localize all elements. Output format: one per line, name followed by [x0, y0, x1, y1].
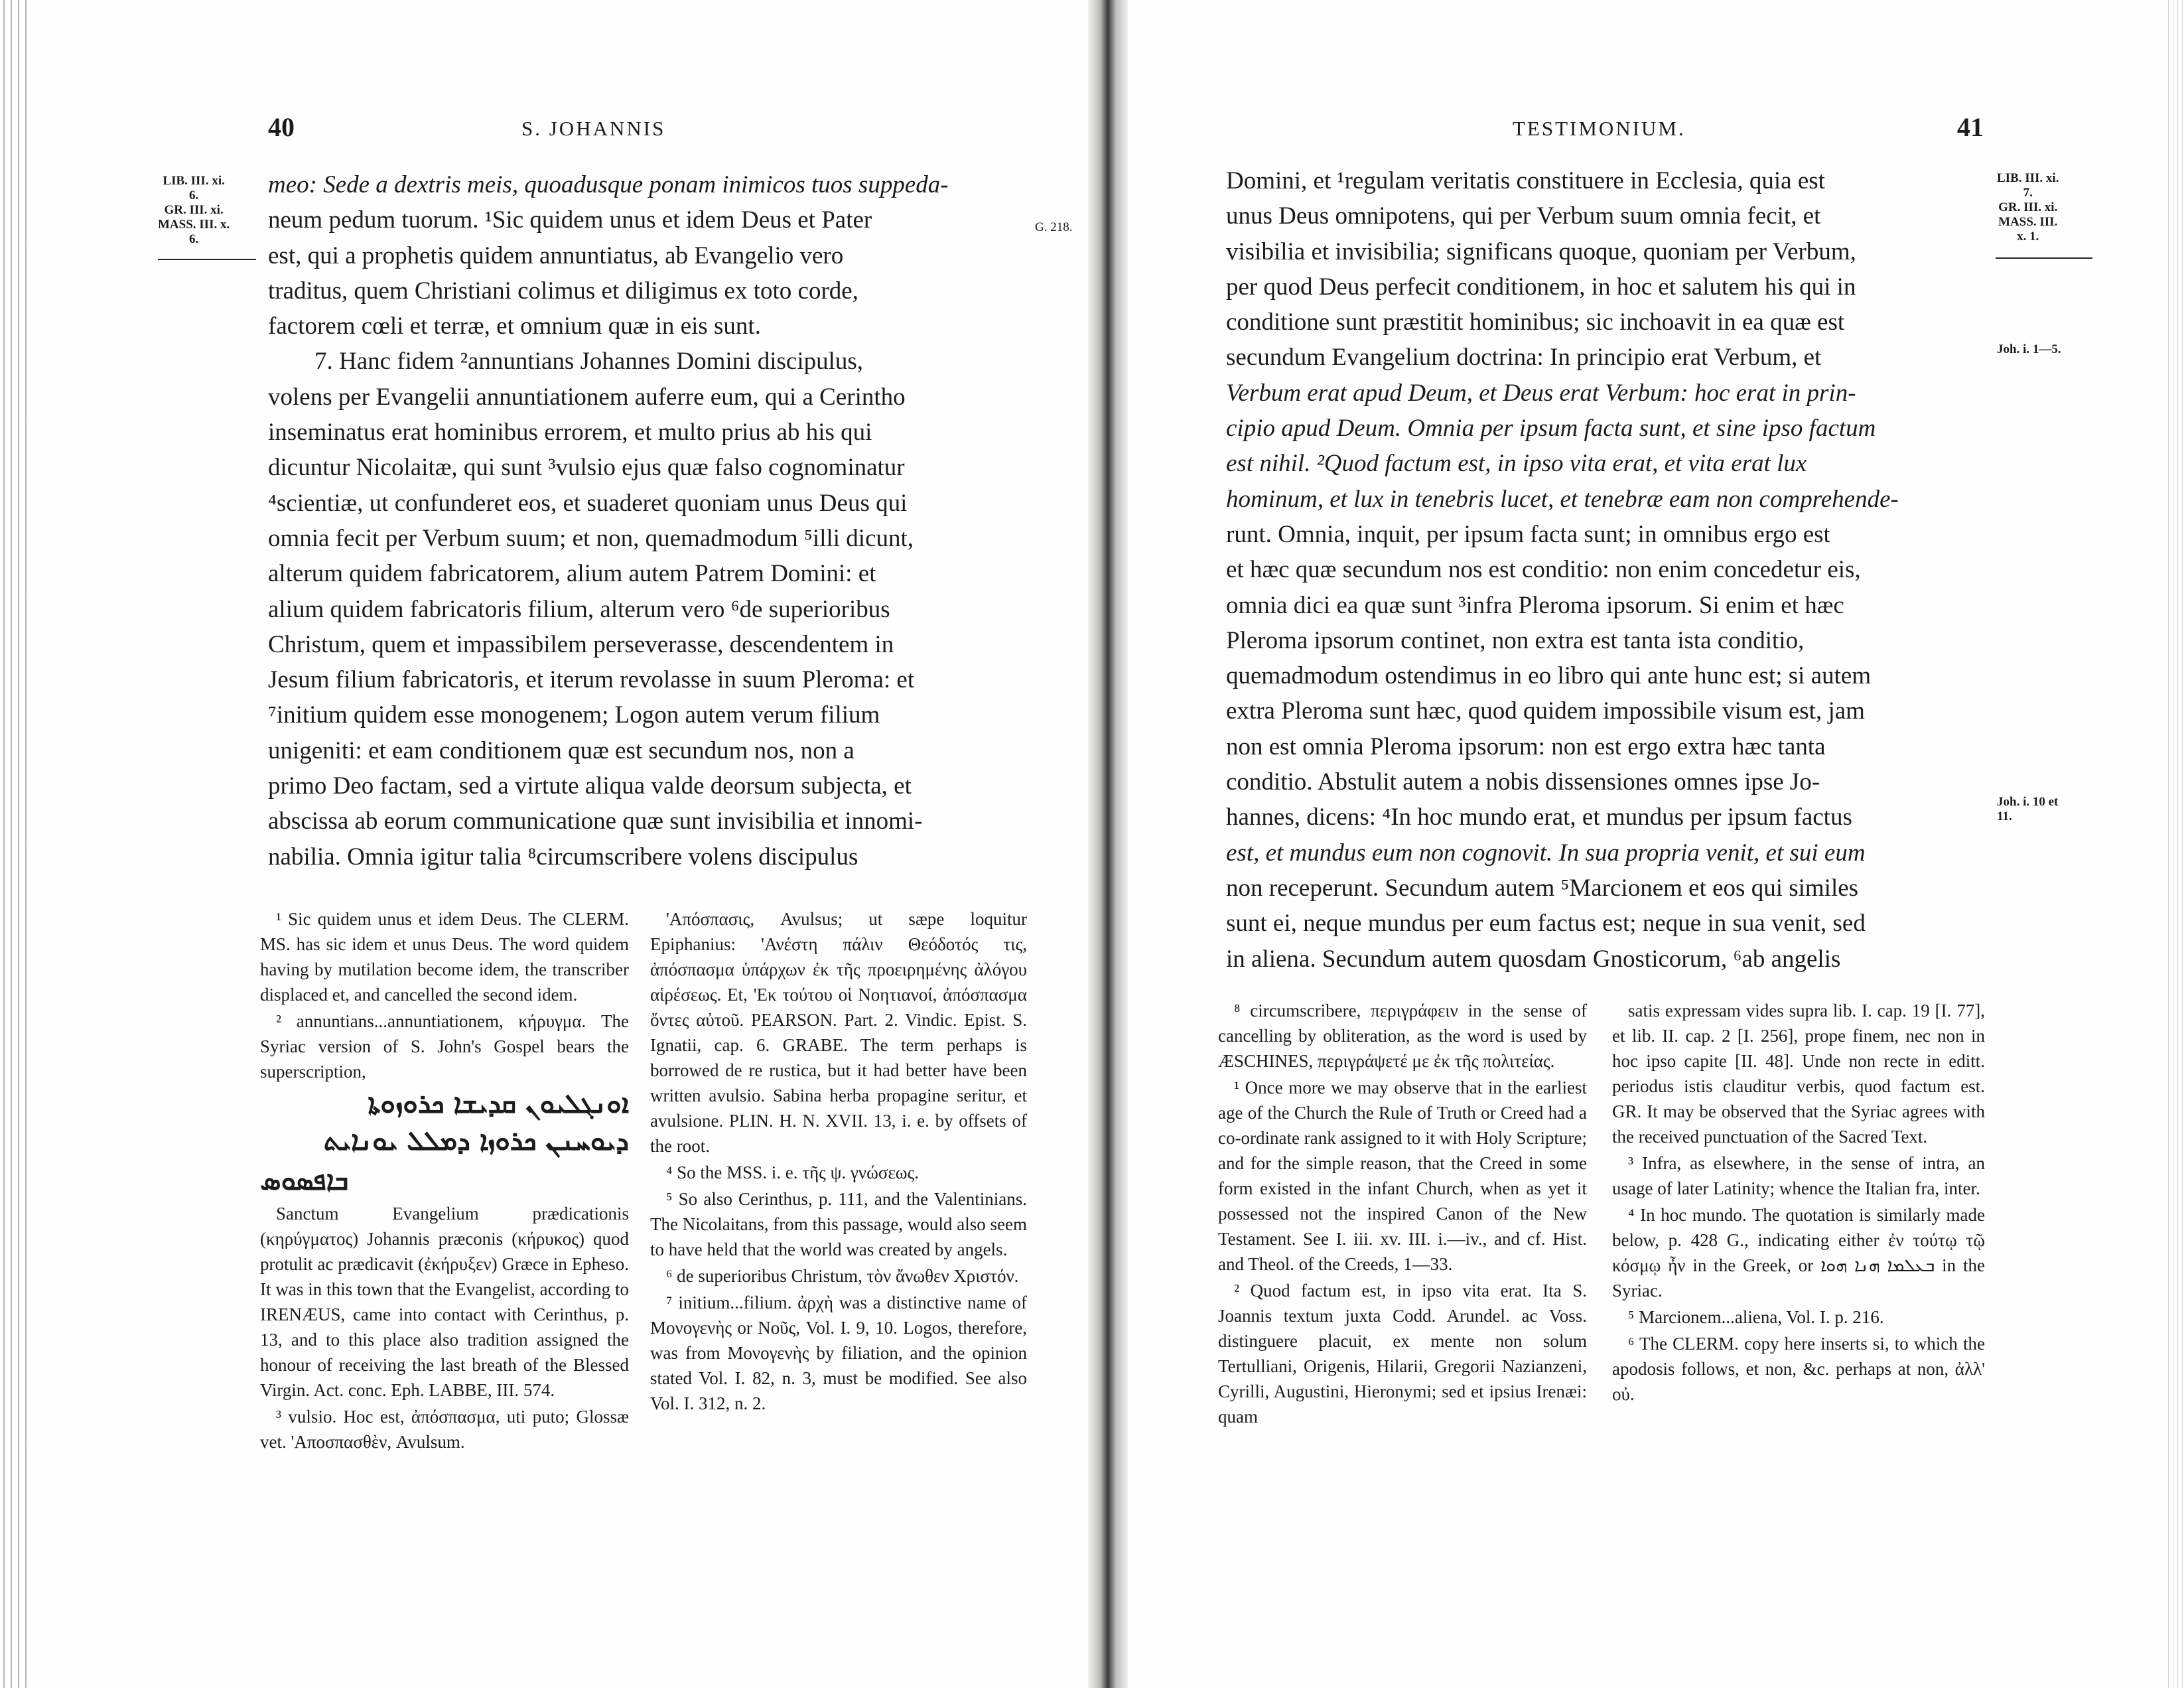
- margin-reference: LIB. III. xi. 7. GR. III. xi. MASS. III. x. 1.: [1997, 171, 2059, 244]
- footnote: ³ vulsio. Hoc est, ἀπόσπασμα, uti puto; Glossæ vet. 'Αποσπασθὲν, Avulsum.: [260, 1407, 629, 1452]
- text-line: alium quidem fabricatoris filium, alterum vero ⁶de superioribus: [268, 595, 890, 623]
- footnote: ⁶ The CLERM. copy here inserts si, to which the apodosis follows, et non, &c. perhaps at non, ἀλλ' οὐ.: [1612, 1334, 1985, 1404]
- text-line: non receperunt. Secundum autem ⁵Marcionem et eos qui similes: [1226, 874, 1859, 902]
- text-line: quemadmodum ostendimus in eo libro qui ante hunc est; si autem: [1226, 662, 1872, 690]
- text-line: secundum Evangelium doctrina: In principio erat Verbum, et: [1226, 344, 1822, 372]
- text-line: per quod Deus perfecit conditionem, in hoc et salutem his qui in: [1226, 273, 1856, 301]
- footnote: ⁴ So the MSS. i. e. τῆς ψ. γνώσεως.: [666, 1162, 920, 1182]
- text-line: inseminatus erat hominibus errorem, et multo prius ab his qui: [268, 419, 872, 447]
- text-line: neum pedum tuorum. ¹Sic quidem unus et idem Deus et Pater: [268, 206, 872, 234]
- text-line: unus Deus omnipotens, qui per Verbum suum omnia fecit, et: [1226, 202, 1821, 230]
- footnote: ¹ Once more we may observe that in the earliest age of the Church the Rule of Truth or Creed had a co-ordinate rank assigned to it with Holy Scripture; and for the simple reason, that the Creed in some form existed in the infant Church, when as yet it possessed not the inspired Canon of the New Testament. See I. iii. xv. III. i.—iv., and cf. Hist. and Theol. of the Creeds, 1—33.: [1218, 1078, 1587, 1274]
- text-line: omnia fecit per Verbum suum; et non, quemadmodum ⁵illi dicunt,: [268, 524, 914, 552]
- page-number: 41: [1957, 112, 1984, 142]
- text-line: conditione sunt præstitit hominibus; sic inchoavit in ea quæ est: [1226, 309, 1845, 336]
- book-gutter: [1088, 0, 1128, 1688]
- text-line: hominum, et lux in tenebris lucet, et tenebræ eam non comprehende-: [1226, 485, 1899, 513]
- page-edge: [2164, 0, 2184, 1688]
- text-line: est, qui a prophetis quidem annuntiatus, ab Evangelio vero: [268, 242, 844, 269]
- margin-reference: Joh. i. 10 et 11.: [1997, 795, 2059, 823]
- footnote: Sanctum Evangelium prædicationis (κηρύγματος) Johannis præconis (κήρυκος) quod protulit ac prædicavit (ἐκήρυξεν) Græce in Epheso. It was in this town that the Evangelist, according to IRENÆUS, came into contact with Cerinthus, p. 13, and to this place also tradition assigned the honour of receiving the last breath of the Blessed Virgin. Act. conc. Eph. LABBE, III. 574.: [260, 1204, 629, 1400]
- page-number: 40: [268, 112, 295, 142]
- footnote: satis expressam vides supra lib. I. cap. 19 [I. 77], et lib. II. cap. 2 [I. 256], prope finem, nec non in hoc ipso capite [II. 48]. Unde non recte in editt. periodus istis clauditur verbis, quod factum est. GR. It may be observed that the Syriac agrees with the received punctuation of the Sacred Text.: [1612, 1001, 1985, 1147]
- text-line: extra Pleroma sunt hæc, quod quidem impossibile visum est, jam: [1226, 697, 1865, 725]
- text-line: 7. Hanc fidem ²annuntians Johannes Domini discipulus,: [314, 348, 864, 376]
- footnote: ⁴ In hoc mundo. The quotation is similarly made below, p. 428 G., indicating either ἐν τούτῳ τῷ κόσμῳ ἦν in the Greek, or ܒܥܠܡܐ ܗܢܐ ܗܘܐ in the Syriac.: [1612, 1205, 1986, 1301]
- footnotes-column-1: [1218, 998, 1587, 1431]
- text-line: est, et mundus eum non cognovit. In sua propria venit, et sui eum: [1226, 839, 1866, 867]
- text-line: abscissa ab eorum communicatione quæ sunt invisibilia et innomi-: [268, 808, 923, 835]
- margin-reference-right: G. 218.: [1035, 220, 1073, 234]
- footnote: ² Quod factum est, in ipso vita erat. Ita S. Joannis textum juxta Codd. Arundel. ac Voss. distinguere placuit, ex mente non solum Tertulliani, Origenis, Hilarii, Gregorii Nazianzeni, Cyrilli, Augustini, Hieronymi; sed et ipsius Irenæi: quam: [1218, 1281, 1587, 1427]
- footnote: ¹ Sic quidem unus et idem Deus. The CLERM. MS. has sic idem et unus Deus. The word quidem having by mutilation become idem, the transcriber displaced et, and cancelled the second idem.: [260, 909, 629, 1005]
- main-text: [1226, 163, 1990, 977]
- text-line: alterum quidem fabricatorem, alium autem Patrem Domini: et: [268, 560, 876, 588]
- footnote: ⁸ circumscribere, περιγράφειν in the sense of cancelling by obliteration, as the word is used by ÆSCHINES, περιγράψετέ με ἐκ τῆς πολιτείας.: [1218, 1001, 1587, 1071]
- footnote: ³ Infra, as elsewhere, in the sense of intra, an usage of later Latinity; whence the Italian fra, inter.: [1612, 1153, 1985, 1198]
- syriac-text: ܕܝܘܚܢܢ ܟܪܘܙܐ ܕܡܠܠ ܝܘܢܐܝܬ: [323, 1126, 629, 1157]
- text-line: conditio. Abstulit autem a nobis dissensiones omnes ipse Jo-: [1226, 768, 1820, 796]
- text-line: non est omnia Pleroma ipsorum: non est ergo extra hæc tanta: [1226, 733, 1826, 760]
- text-line: nabilia. Omnia igitur talia ⁸circumscribere volens discipulus: [268, 843, 858, 871]
- text-line: factorem cœli et terræ, et omnium quæ in eis sunt.: [268, 313, 761, 340]
- text-line: primo Deo factam, sed a virtute aliqua valde deorsum subjecta, et: [268, 772, 912, 800]
- text-line: cipio apud Deum. Omnia per ipsum facta sunt, et sine ipso factum: [1226, 415, 1876, 443]
- text-line: omnia dici ea quæ sunt ³infra Pleroma ipsorum. Si enim et hæc: [1226, 591, 1844, 619]
- footnotes-column-2: [1612, 998, 1985, 1408]
- text-line: hannes, dicens: ⁴In hoc mundo erat, et mundus per ipsum factus: [1226, 804, 1852, 831]
- footnote: ⁵ So also Cerinthus, p. 111, and the Valentinians. The Nicolaitans, from this passage, would also seem to have held that the world was created by angels.: [650, 1189, 1027, 1259]
- footnote: ⁷ initium...filium. ἀρχὴ was a distinctive name of Μονογενὴς or Νοῦς, Vol. I. 9, 10. Logos, therefore, was from Μονογενὴς by filiation, and the opinion stated Vol. I. 82, n. 3, must be modified. See also Vol. I. 312, n. 2.: [650, 1293, 1027, 1413]
- text-line: in aliena. Secundum autem quosdam Gnosticorum, ⁶ab angelis: [1226, 945, 1841, 973]
- footnote: ² annuntians...annuntiationem, κήρυγμα. The Syriac version of S. John's Gospel bears the superscription,: [260, 1011, 629, 1082]
- left-page: [0, 0, 1088, 1688]
- text-line: est nihil. ²Quod factum est, in ipso vita erat, et vita erat lux: [1226, 450, 1807, 478]
- running-head: S. JOHANNIS: [521, 117, 666, 140]
- text-line: traditus, quem Christiani colimus et diligimus ex toto corde,: [268, 277, 858, 305]
- text-line: runt. Omnia, inquit, per ipsum facta sunt; in omnibus ergo est: [1226, 520, 1830, 548]
- text-line: ⁴scientiæ, ut confunderet eos, et suaderet quoniam unus Deus qui: [268, 489, 908, 517]
- text-line: sunt ei, neque mundus per eum factus est; neque in sua venit, sed: [1226, 910, 1866, 938]
- footnote: ⁶ de superioribus Christum, τὸν ἄνωθεν Χριστόν.: [666, 1266, 1019, 1286]
- text-line: meo: Sede a dextris meis, quoadusque ponam inimicos tuos suppeda-: [268, 171, 949, 198]
- text-line: volens per Evangelii annuntiationem auferre eum, qui a Cerintho: [268, 383, 906, 411]
- margin-reference: Joh. i. 1—5.: [1997, 342, 2061, 356]
- footnote: 'Απόσπασις, Avulsus; ut sæpe loquitur Epiphanius: 'Ανέστη πάλιν Θεόδοτός τις, ἀπόσπασμα ὑπάρχων ἐκ τῆς προειρημένης ἀλόγου αἱρέσεως. Et, 'Εκ τούτου οἱ Νοητιανοί, ἀπόσπασμα ὄντες αὐτοῦ. PEARSON. Part. 2. Vindic. Epist. S. Ignatii, cap. 6. GRABE. The term perhaps is borrowed de re rustica, but it had better have been written avulsio. Sabina herba propagine seritur, et avulsione. PLIN. H. N. XVII. 13, i. e. by offsets of the root.: [650, 909, 1027, 1156]
- text-line: Pleroma ipsorum continet, non extra est tanta ista conditio,: [1226, 626, 1805, 654]
- running-head: TESTIMONIUM.: [1513, 117, 1686, 140]
- margin-reference: LIB. III. xi. 6. GR. III. xi. MASS. III. x. 6.: [158, 174, 230, 246]
- footnotes-column-2: [650, 906, 1027, 1417]
- text-line: dicuntur Nicolaitæ, qui sunt ³vulsio ejus quæ falso cognominatur: [268, 454, 905, 482]
- footnotes-column-1: [260, 906, 629, 1456]
- footnote: ⁵ Marcionem...aliena, Vol. I. p. 216.: [1628, 1307, 1884, 1327]
- text-line: visibilia et invisibilia; significans quoque, quoniam per Verbum,: [1226, 238, 1856, 265]
- text-line: Christum, quem et impassibilem perseverasse, descendentem in: [268, 630, 894, 658]
- syriac-text: ܐܘܢܓܠܝܘܢ ܩܕܝܫܐ ܟܪܘܙܘܬܐ: [368, 1089, 629, 1119]
- page-edge: [0, 0, 32, 1688]
- right-page: [1128, 0, 2184, 1688]
- margin-rule: [158, 259, 256, 260]
- margin-rule: [1996, 257, 2092, 259]
- text-line: unigeniti: et eam conditionem quæ est secundum nos, non a: [268, 737, 854, 764]
- syriac-text: ܒܐܦܣܘܣ: [260, 1166, 349, 1196]
- text-line: Verbum erat apud Deum, et Deus erat Verbum: hoc erat in prin-: [1226, 379, 1856, 407]
- main-text: [268, 167, 1030, 875]
- text-line: ⁷initium quidem esse monogenem; Logon autem verum filium: [268, 701, 880, 729]
- text-line: et hæc quæ secundum nos est conditio: non enim concedetur eis,: [1226, 556, 1861, 584]
- text-line: Jesum filium fabricatoris, et iterum revolasse in suum Pleroma: et: [268, 666, 915, 694]
- text-line: Domini, et ¹regulam veritatis constituere in Ecclesia, quia est: [1226, 167, 1825, 194]
